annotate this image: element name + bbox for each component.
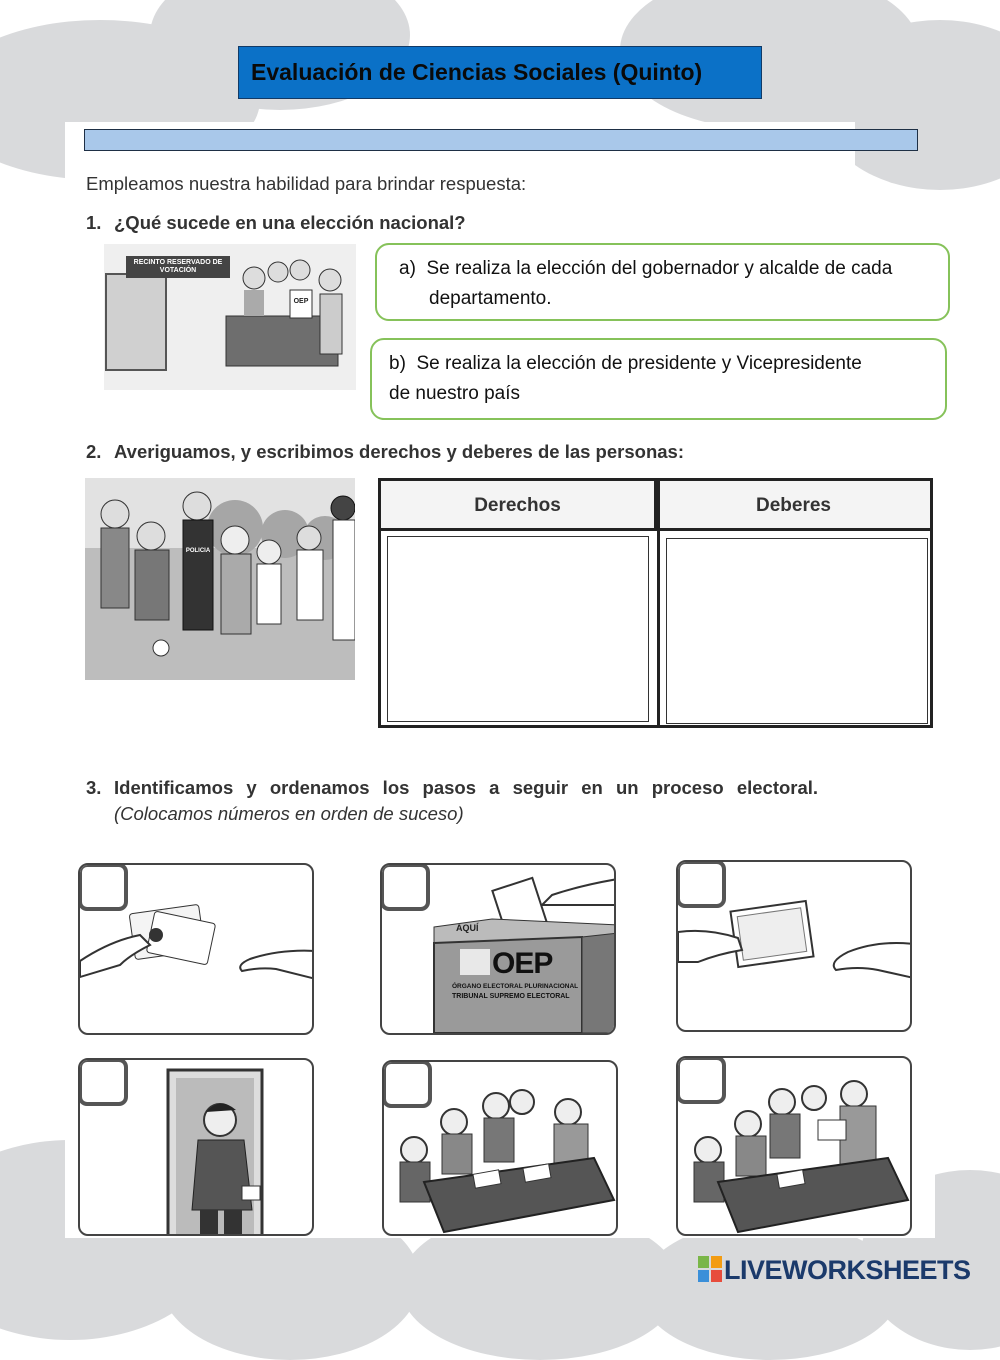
table-divider: [657, 481, 660, 725]
rights-duties-table: [378, 478, 933, 728]
step-card-leaving: [78, 1058, 314, 1236]
step-number-input-5[interactable]: [382, 1060, 432, 1108]
question-3-subtext: (Colocamos números en orden de suceso): [114, 803, 464, 824]
question-1: [86, 212, 466, 234]
police-badge: POLICIA: [185, 548, 211, 554]
voting-sign: RECINTO RESERVADO DE VOTACIÓN: [133, 259, 223, 274]
ballot-box-line2: TRIBUNAL SUPREMO ELECTORAL: [452, 993, 570, 1000]
question-1-number: 1.: [86, 212, 102, 233]
ballot-box-brand: OEP: [492, 947, 553, 980]
duties-answer-field[interactable]: [666, 538, 928, 724]
question-2-number: 2.: [86, 441, 102, 462]
people-image: [85, 478, 355, 680]
liveworksheets-brand: LIVEWORKSHEETS: [724, 1254, 971, 1285]
rights-answer-field[interactable]: [387, 536, 649, 722]
ballot-slot-label: AQUÍ: [456, 923, 479, 933]
option-a-letter: a): [399, 258, 416, 279]
question-2: [86, 441, 684, 463]
step-card-officials: [382, 1060, 618, 1236]
step-card-ballot-box: [380, 863, 616, 1035]
step-number-input-1[interactable]: [78, 863, 128, 911]
step-number-input-3[interactable]: [676, 860, 726, 908]
option-b-letter: b): [389, 353, 406, 374]
question-1-text: ¿Qué sucede en una elección nacional?: [114, 212, 466, 233]
option-b-line2: de nuestro país: [389, 383, 520, 404]
step-number-input-6[interactable]: [676, 1056, 726, 1104]
question-3-text: Identificamos y ordenamos los pasos a seguir en un proceso electoral.: [114, 777, 819, 798]
ballot-label: OEP: [293, 298, 309, 305]
step-card-id: [78, 863, 314, 1035]
option-a[interactable]: [375, 243, 950, 321]
step-number-input-4[interactable]: [78, 1058, 128, 1106]
option-a-line1: Se realiza la elección del gobernador y alcalde de cada: [426, 258, 893, 279]
question-3-number: 3.: [86, 777, 102, 798]
step-number-input-2[interactable]: [380, 863, 430, 911]
header-duties: Deberes: [657, 481, 930, 531]
page-title: Evaluación de Ciencias Sociales (Quinto): [238, 46, 762, 99]
step-card-officials-ballot: [676, 1056, 912, 1236]
liveworksheets-logo: [698, 1255, 971, 1285]
option-a-line2: departamento.: [429, 288, 552, 309]
question-2-text: Averiguamos, y escribimos derechos y deberes de las personas:: [114, 441, 684, 462]
option-b[interactable]: [370, 338, 947, 420]
question-3: [86, 777, 846, 799]
ballot-box-line1: ÓRGANO ELECTORAL PLURINACIONAL: [452, 983, 579, 990]
voting-booth-image: [104, 244, 356, 390]
header-rights: Derechos: [381, 481, 657, 531]
step-card-ballot-handover: [676, 860, 912, 1032]
intro-text: Empleamos nuestra habilidad para brindar respuesta:: [86, 173, 527, 194]
option-b-line1: Se realiza la elección de presidente y Vicepresidente: [416, 353, 862, 374]
liveworksheets-logo-icon: [698, 1256, 724, 1284]
name-input[interactable]: [84, 129, 918, 151]
